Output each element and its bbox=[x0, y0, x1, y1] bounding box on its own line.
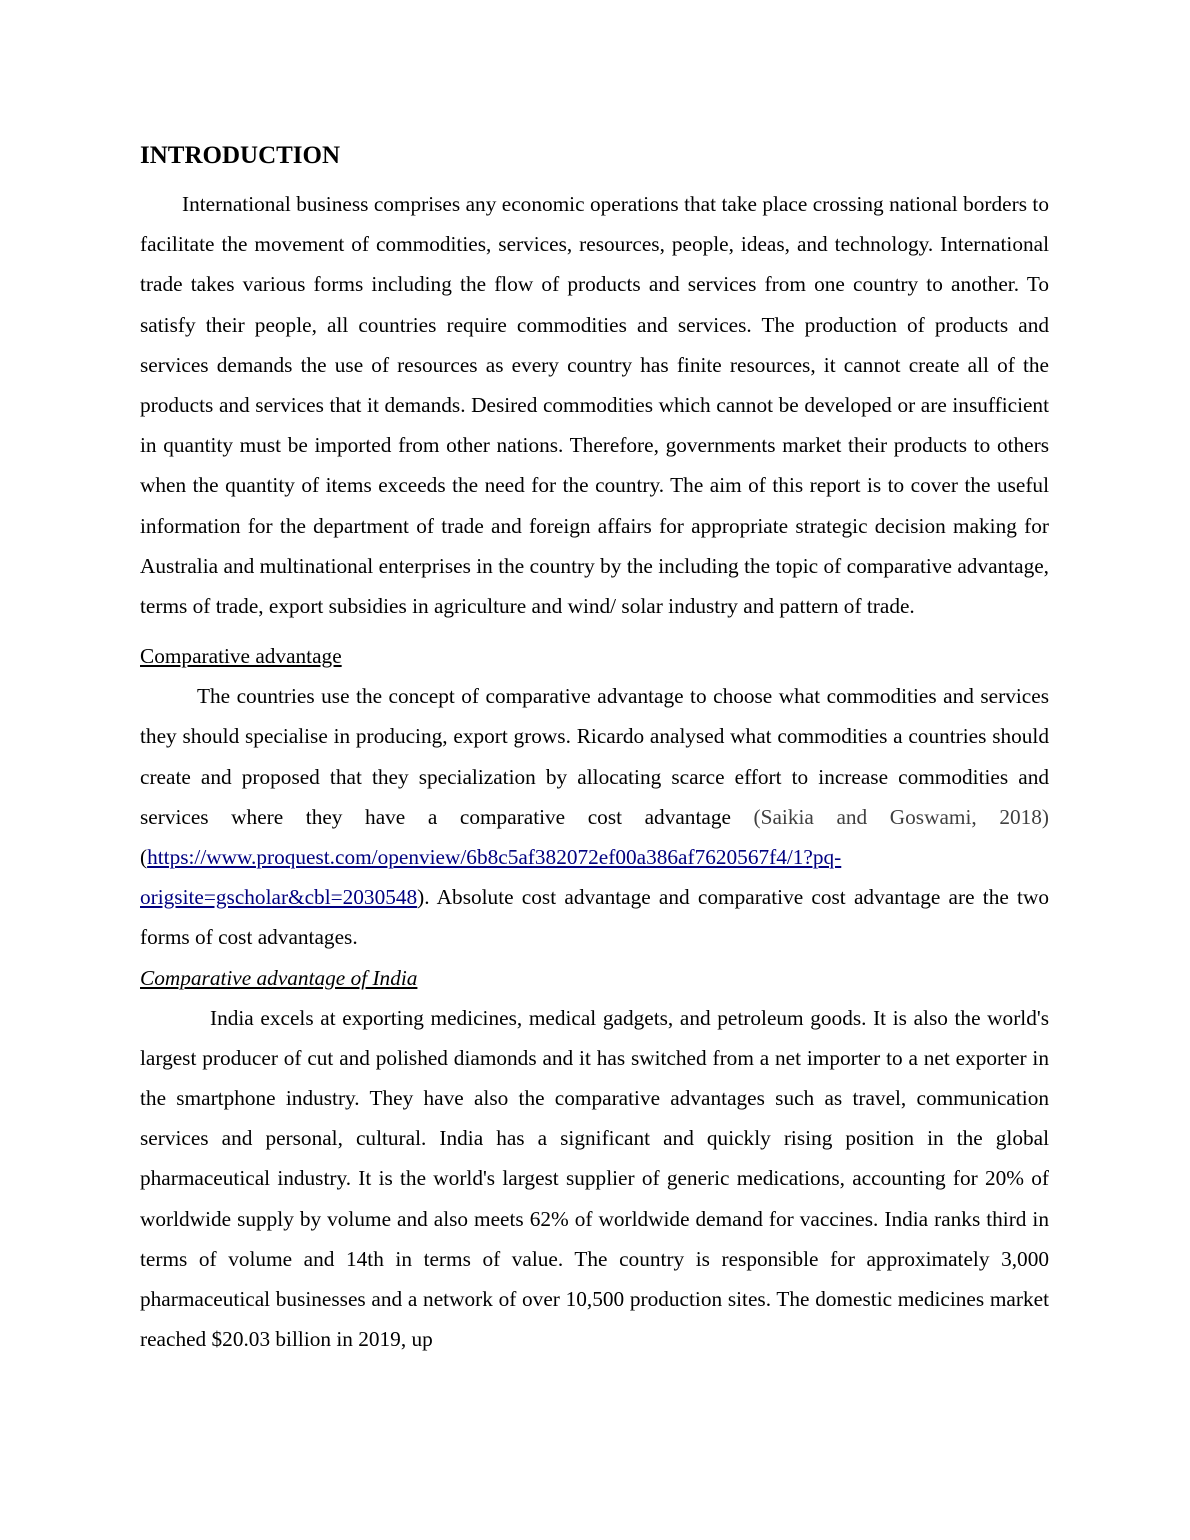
india-advantage-paragraph: India excels at exporting medicines, medical gadgets, and petroleum goods. It is also the world's largest producer of cut and polished diamonds and it has switched from a net importer to a net exporter in the smartphone industry. They have also the comparative advantages such as travel, communication services and personal, cultural. India has a significant and quickly rising position in the global pharmaceutical industry. It is the world's largest supplier of generic medications, accounting for 20% of worldwide supply by volume and also meets 62% of worldwide demand for vaccines. India ranks third in terms of volume and 14th in terms of value. The country is responsible for approximately 3,000 pharmaceutical businesses and a network of over 10,500 production sites. The domestic medicines market reached $20.03 billion in 2019, up bbox=[140, 1005, 1049, 1352]
introduction-heading: INTRODUCTION bbox=[140, 142, 341, 169]
comparative-advantage-heading: Comparative advantage bbox=[140, 644, 342, 669]
document-page bbox=[140, 140, 1049, 1359]
link-open-paren: ( bbox=[140, 845, 148, 870]
comparative-advantage-paragraph bbox=[140, 676, 1049, 957]
citation: (Saikia and Goswami, 2018) bbox=[753, 804, 1050, 829]
comparative-text-after: ). Absolute cost advantage and comparative cost advantage are the two forms of cost advantages. bbox=[140, 885, 1049, 950]
introduction-paragraph: International business comprises any economic operations that take place crossing national borders to facilitate the movement of commodities, services, resources, people, ideas, and technology. International trade takes various forms including the flow of products and services from one country to another. To satisfy their people, all countries require commodities and services. The production of products and services demands the use of resources as every country has finite resources, it cannot create all of the products and services that it demands. Desired commodities which cannot be developed or are insufficient in quantity must be imported from other nations. Therefore, governments market their products to others when the quantity of items exceeds the need for the country. The aim of this report is to cover the useful information for the department of trade and foreign affairs for appropriate strategic decision making for Australia and multinational enterprises in the country by the including the topic of comparative advantage, terms of trade, export subsidies in agriculture and wind/ solar industry and pattern of trade. bbox=[140, 192, 1049, 619]
comparative-text-before: The countries use the concept of comparative advantage to choose what commodities and services they should specialise in producing, export grows. Ricardo analysed what commodities a countries should create and proposed that they specialization by allocating scarce effort to increase commodities and services where they have a comparative cost advantage bbox=[140, 684, 1049, 829]
proquest-link[interactable]: https://www.proquest.com/openview/6b8c5af382072ef00a386af7620567f4/1?pq-origsite=gscholar&cbl=2030548 bbox=[140, 845, 842, 910]
india-advantage-heading: Comparative advantage of India bbox=[140, 965, 418, 990]
